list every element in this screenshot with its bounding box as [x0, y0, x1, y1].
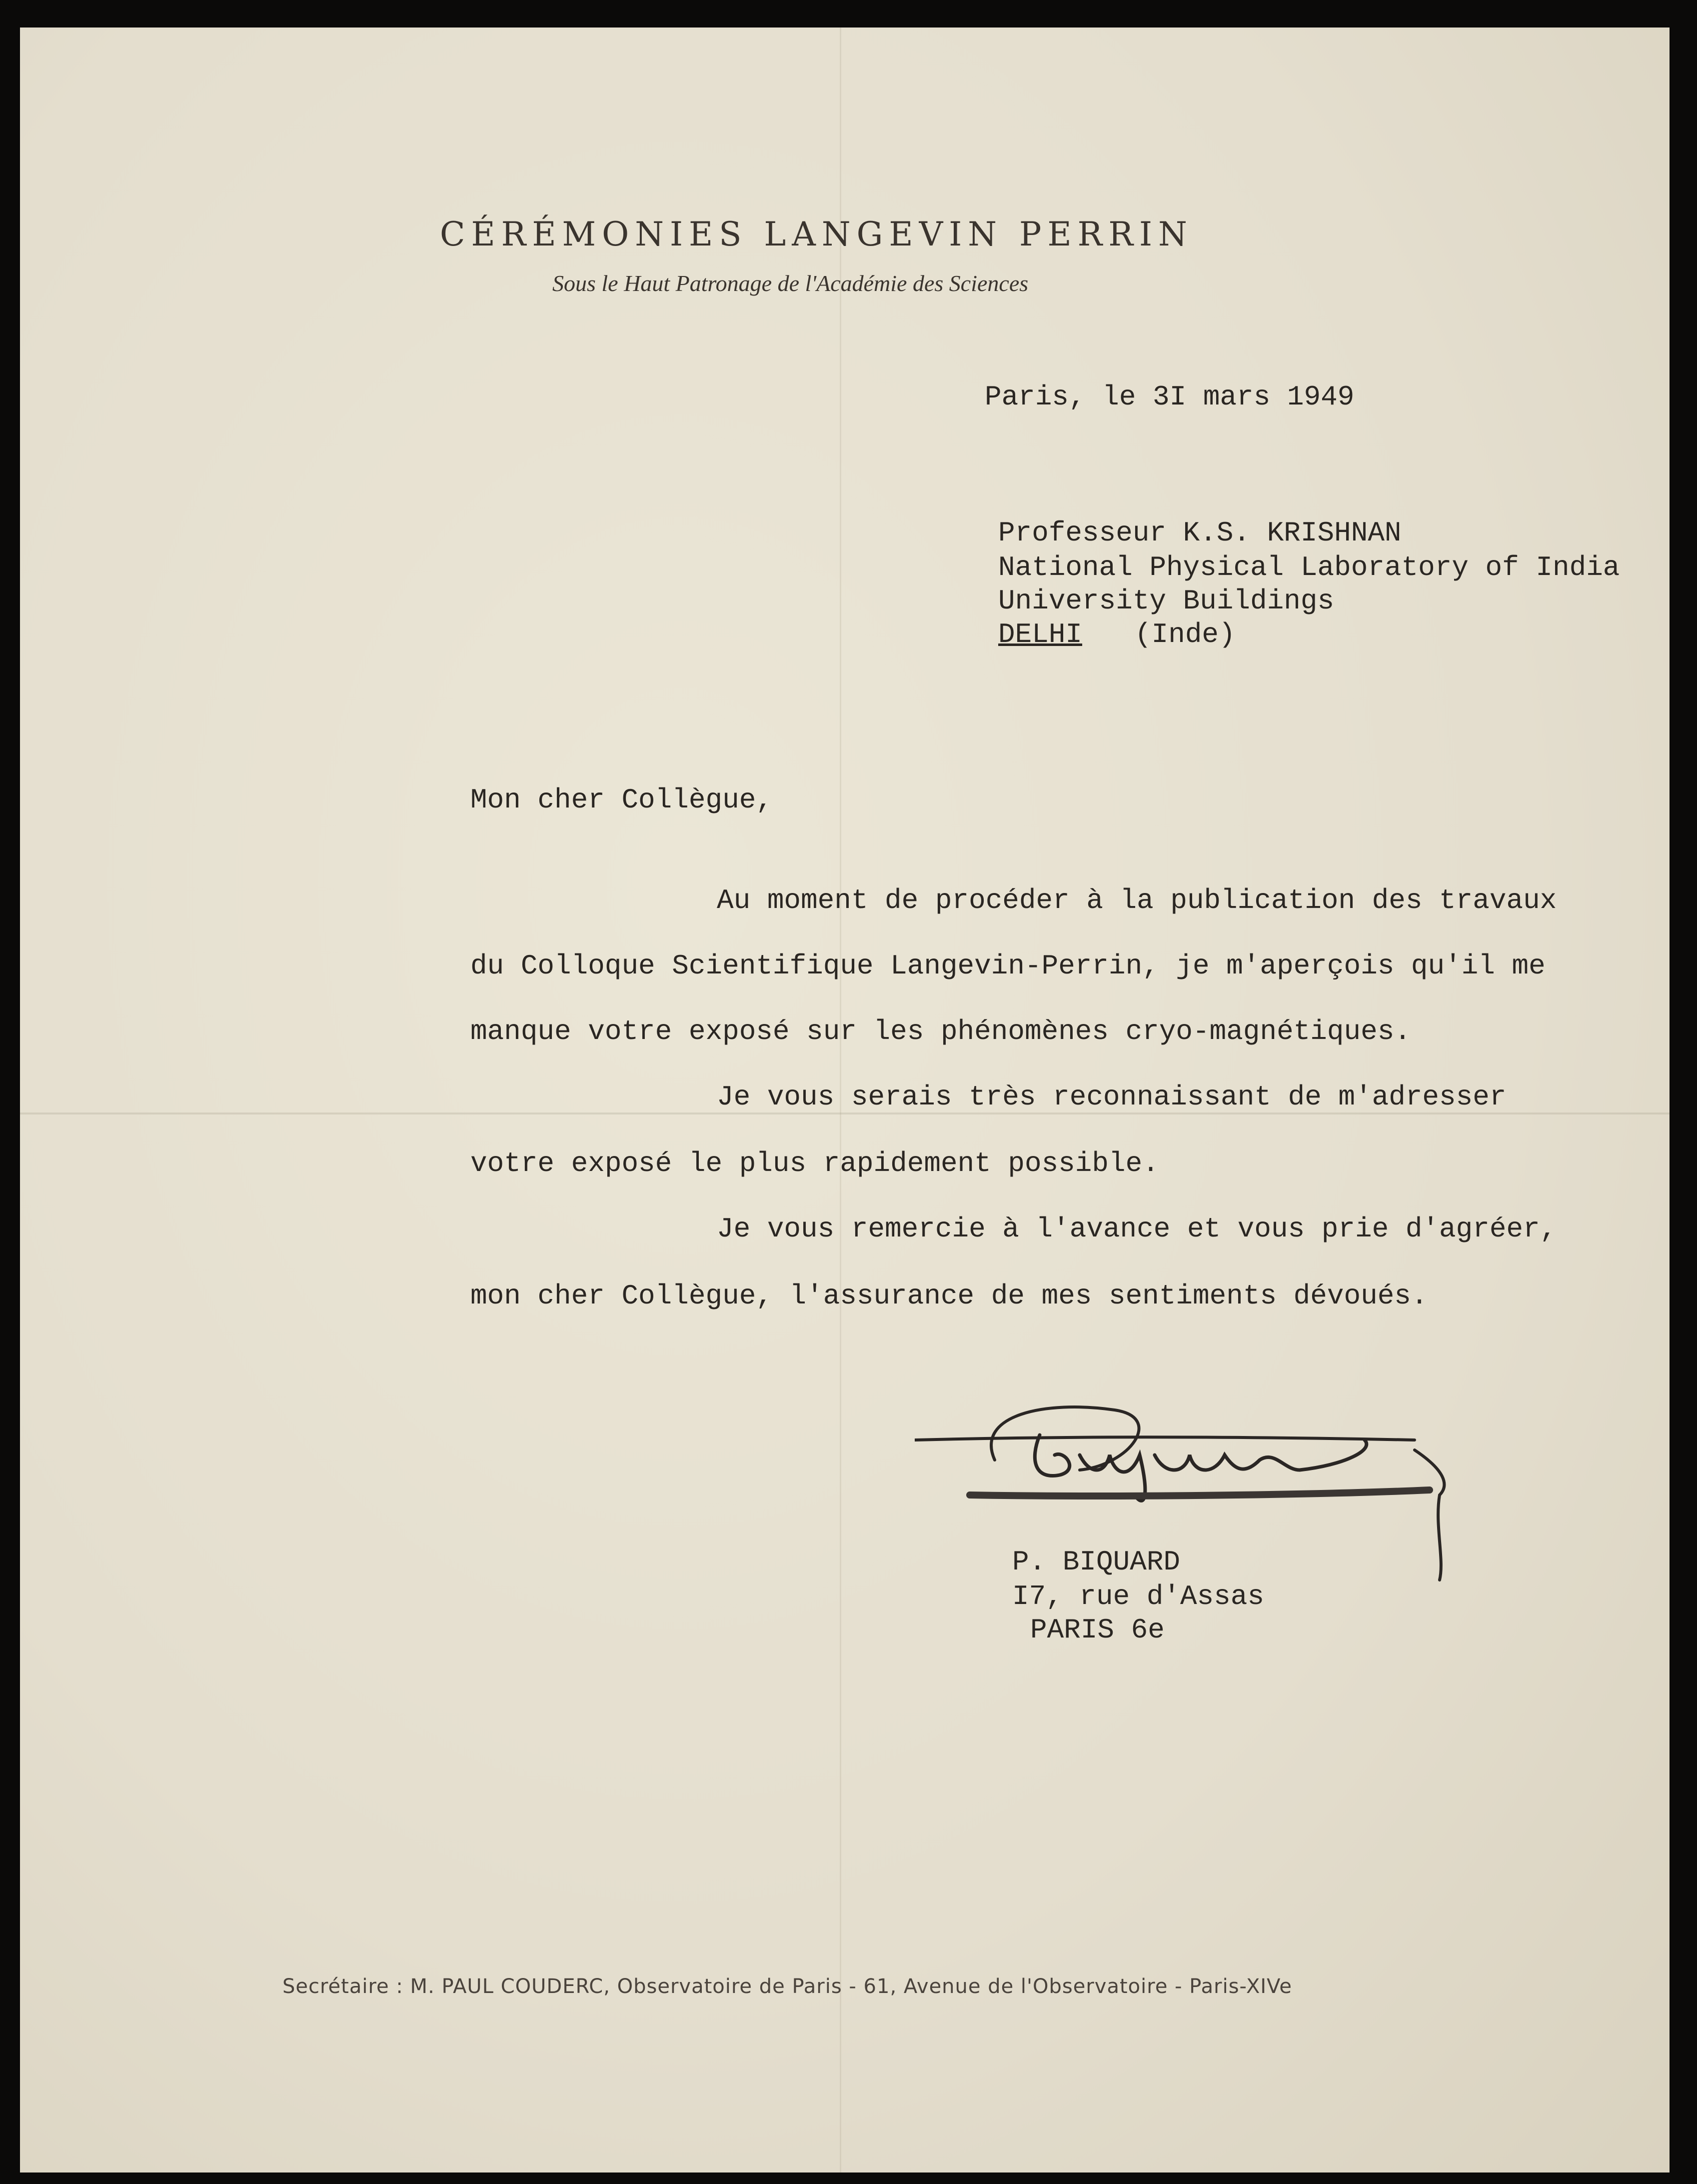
sender-address: I7, rue d'Assas: [1012, 1580, 1265, 1612]
letter-date: Paris, le 3I mars 1949: [985, 381, 1355, 413]
body-line: Je vous remercie à l'avance et vous prie d'agréer,: [717, 1213, 1557, 1245]
body-line: mon cher Collègue, l'assurance de mes sentiments dévoués.: [470, 1280, 1428, 1312]
body-line: votre exposé le plus rapidement possible.: [470, 1148, 1159, 1180]
body-line: du Colloque Scientifique Langevin-Perrin, je m'aperçois qu'il me: [470, 950, 1546, 982]
body-line: Au moment de procéder à la publication des travaux: [717, 884, 1557, 916]
body-line: manque votre exposé sur les phénomènes cryo-magnétiques.: [470, 1016, 1411, 1048]
recipient-line: Professeur K.S. KRISHNAN: [998, 517, 1402, 549]
letterhead-subtitle: Sous le Haut Patronage de l'Académie des Sciences: [552, 270, 1029, 296]
sender-name: P. BIQUARD: [1012, 1546, 1181, 1578]
sender-city: PARIS 6e: [1030, 1614, 1165, 1646]
letterhead-title: CÉRÉMONIES LANGEVIN PERRIN: [440, 215, 1193, 254]
recipient-country: (Inde): [1135, 618, 1236, 650]
recipient-line: National Physical Laboratory of India: [998, 552, 1620, 584]
letterhead-footer: Secrétaire : M. PAUL COUDERC, Observatoire de Paris - 61, Avenue de l'Observatoire - Paris-XIVe: [282, 1975, 1293, 1998]
recipient-line: University Buildings: [998, 585, 1335, 617]
handwritten-signature: [915, 1395, 1505, 1595]
salutation: Mon cher Collègue,: [470, 784, 773, 816]
recipient-city: DELHI: [998, 618, 1083, 650]
body-line: Je vous serais très reconnaissant de m'adresser: [717, 1081, 1507, 1113]
